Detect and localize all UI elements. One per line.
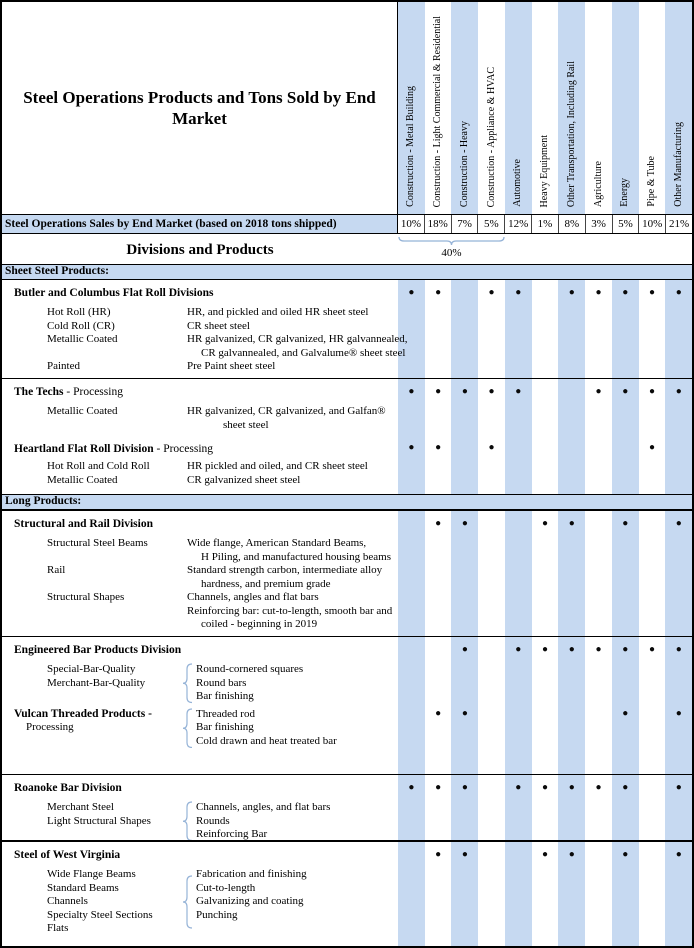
section-bar: Long Products: [2,494,692,510]
division-title [14,849,120,861]
dot-cell: ● [595,644,602,655]
product-name: Metallic Coated [47,405,118,417]
product-desc-line: Bar finishing [196,690,254,702]
product-desc-line: Fabrication and finishing [196,868,307,880]
product-row [2,591,692,632]
product-row [2,333,692,360]
product-name: Cold Roll (CR) [47,319,115,332]
pct-cell: 3% [585,215,612,233]
product-desc [187,306,692,320]
market-column-label: Other Manufacturing [672,122,684,207]
product-block [2,378,692,494]
product-name: Specialty Steel Sections [47,908,153,921]
market-column-label: Construction - Heavy [458,120,470,207]
market-column-label: Heavy Equipment [539,134,551,207]
product-name: Structural Steel Beams [47,537,148,549]
product-name: Structural Shapes [47,591,125,603]
product-block [2,280,692,378]
division-title [14,518,153,530]
product-desc-line: Standard strength carbon, intermediate alloy [187,564,383,576]
division-title-text: Steel of West Virginia [14,849,121,861]
dot-cell: ● [515,386,522,397]
dot-cell: ● [675,782,682,793]
division-title: Heartland Flat Roll Division - Processing [14,443,214,455]
division-title-text: The Techs [14,386,64,398]
division-title-text: Engineered Bar Products Division [14,644,182,656]
dot-cell: ● [675,386,682,397]
dot-cell: ● [568,644,575,655]
division [2,775,692,840]
dot-cell: ● [461,849,468,860]
product-row [2,306,692,320]
product-desc-line: Rounds [196,814,230,827]
dot-cell: ● [595,782,602,793]
product-desc [187,474,692,488]
pct-cell: 7% [451,215,478,233]
dot-cell: ● [515,782,522,793]
dot-cell: ● [408,287,415,298]
market-column [665,2,692,214]
dot-cell: ● [648,287,655,298]
brace-items [196,801,692,840]
pct-cell: 10% [400,218,421,230]
product-desc-line: Channels, angles and flat bars [187,591,319,603]
sales-by-end-market-row [2,214,692,234]
construction-group-pct: 40% [441,247,462,259]
market-column [505,2,532,214]
dot-cell: ● [568,287,575,298]
dot-cell: ● [515,287,522,298]
market-column-label: Construction - Metal Building [405,86,417,207]
dot-row [398,280,692,306]
market-column-label: Other Transportation, Including Rail [565,60,577,207]
brace-holder [180,663,196,704]
product-name: Merchant-Bar-Quality [47,676,146,689]
product-desc [187,320,692,334]
market-column [398,2,425,214]
brace-group [47,801,692,840]
division [2,379,692,432]
division [2,637,692,704]
product-desc-line: Reinforcing Bar [196,828,268,840]
pct-cell: 5% [612,215,639,233]
product-name: Rail [47,564,66,576]
brace-items [196,868,692,936]
division-title: Vulcan Threaded Products - [14,707,152,720]
division-title-text: Structural and Rail Division [14,518,153,530]
product-desc-line: Cold drawn and heat treated bar [196,734,337,747]
product-name: Flats [47,922,69,934]
product-name: Special-Bar-Quality [47,663,136,675]
division-title-line2: Processing [26,721,74,733]
percent-cells [398,215,692,233]
division [2,280,692,374]
product-name: Standard Beams [47,881,119,894]
division-title-row [2,436,692,460]
brace-holder [180,708,196,749]
dot-row [398,707,692,721]
product-row [2,360,692,374]
division [2,511,692,632]
product-desc-line: HR pickled and oiled, and CR sheet steel [187,460,368,472]
brace-group [47,663,692,704]
dot-row [398,436,692,460]
product-row [2,405,692,432]
page-title: Steel Operations Products and Tons Sold by End Market [23,87,376,128]
brace-holder [180,801,196,840]
brace-names [14,708,180,749]
pct-cell: 12% [504,215,531,233]
pct-cell: 10% [638,215,665,233]
dot-cell: ● [488,287,495,298]
dot-cell: ● [542,849,549,860]
product-desc-line: HR, and pickled and oiled HR sheet steel [187,306,369,318]
market-column [478,2,505,214]
dot-cell: ● [622,707,629,719]
division-title-row [2,379,692,405]
division [2,436,692,487]
brace-items [196,663,692,704]
divisions-heading: Divisions and Products [126,242,274,258]
market-column [639,2,666,214]
dot-cell: ● [461,518,468,529]
product-name: Painted [47,360,80,372]
market-column [532,2,559,214]
market-column [612,2,639,214]
brace-icon [180,708,194,749]
product-desc [187,591,692,632]
market-column [425,2,452,214]
dot-cell: ● [461,386,468,397]
market-column-label: Energy [619,178,631,207]
dot-row [398,379,692,405]
product-desc-line: Round-cornered squares [196,663,304,675]
market-column [558,2,585,214]
pct-cell: 1% [531,215,558,233]
division-title [14,644,181,656]
dot-cell: ● [461,707,468,719]
product-desc-line: Punching [196,908,238,921]
product-desc [187,333,692,360]
product-row [2,320,692,334]
dot-cell: ● [461,644,468,655]
product-row [2,564,692,591]
dot-cell: ● [408,386,415,397]
dot-cell: ● [568,849,575,860]
market-column-label: Pipe & Tube [645,156,657,207]
division-title: The Techs - Processing [14,386,123,398]
title-cell [2,2,398,214]
dot-cell: ● [435,287,442,298]
brace-group [47,868,692,936]
pct-cell: 5% [477,215,504,233]
dot-cell: ● [435,442,442,453]
dot-cell: ● [622,644,629,655]
dot-cell: ● [568,518,575,529]
dot-cell: ● [622,386,629,397]
dot-cell: ● [542,518,549,529]
brace-icon [180,663,194,704]
dot-row [398,775,692,801]
division-title-text: Roanoke Bar Division [14,782,122,794]
product-name: Channels [47,895,88,907]
dot-cell: ● [648,442,655,453]
dot-cell: ● [461,782,468,793]
division-title [14,287,213,299]
division [2,842,692,936]
brace-icon [180,801,194,840]
dot-cell: ● [648,386,655,397]
dot-cell: ● [622,782,629,793]
table-header [2,2,692,214]
product-desc-line: Reinforcing bar: cut-to-length, smooth bar and [187,604,393,617]
division-title-text: Heartland Flat Roll Division [14,443,154,455]
construction-group-bracket-icon [398,236,505,246]
brace-names [47,663,180,704]
dot-cell: ● [622,518,629,529]
product-desc-line: Pre Paint sheet steel [187,360,276,372]
dot-cell: ● [595,386,602,397]
dot-cell: ● [542,644,549,655]
product-desc-line: CR sheet steel [187,319,250,332]
section-bar: Sheet Steel Products: [2,264,692,280]
division-title-row [2,280,692,306]
product-desc-line: Round bars [196,676,247,689]
dot-cell: ● [542,782,549,793]
product-desc [187,564,692,591]
dot-cell: ● [435,518,442,529]
dot-cell: ● [568,782,575,793]
pct-cell: 21% [665,215,692,233]
product-desc-line: sheet steel [223,418,269,431]
product-desc-line: Galvanizing and coating [196,895,304,907]
dot-cell: ● [595,287,602,298]
product-desc-line: Bar finishing [196,721,254,733]
division-title-row [2,637,692,663]
product-desc-line: Channels, angles, and flat bars [196,801,331,813]
product-name: Hot Roll (HR) [47,306,111,318]
product-desc-line: coiled - beginning in 2019 [201,618,318,630]
dot-cell: ● [408,782,415,793]
product-desc [187,405,692,432]
market-column [585,2,612,214]
brace-names [47,868,180,936]
dot-cell: ● [622,287,629,298]
product-desc [187,460,692,474]
dot-cell: ● [435,386,442,397]
product-name: Light Structural Shapes [47,814,151,827]
pct-cell: 8% [558,215,585,233]
product-name: Metallic Coated [47,333,118,345]
division-title-row [2,511,692,537]
dot-cell: ● [648,644,655,655]
division-title-row [2,775,692,801]
product-desc-line: CR galvanized sheet steel [187,473,301,486]
dot-cell: ● [675,644,682,655]
dot-cell: ● [622,849,629,860]
division-title-row [2,842,692,868]
end-market-columns [398,2,692,214]
dot-row [398,511,692,537]
product-desc-line: Cut-to-length [196,881,256,894]
brace-names [47,801,180,840]
product-name: Metallic Coated [47,473,118,486]
division-title [14,782,122,794]
product-row [2,537,692,564]
product-row [2,474,692,488]
dot-cell: ● [435,707,442,719]
market-column-label: Construction - Light Commercial & Residential [432,15,444,207]
brace-holder [180,868,196,936]
table-content [2,264,692,946]
dot-row [398,637,692,663]
product-name: Wide Flange Beams [47,868,136,880]
product-desc-line: HR galvanized, CR galvanized, HR galvannealed, [187,333,408,345]
dot-cell: ● [675,707,682,719]
product-desc-line: Wide flange, American Standard Beams, [187,537,367,549]
product-name: Merchant Steel [47,801,114,813]
dot-cell: ● [488,442,495,453]
dot-cell: ● [435,782,442,793]
dot-cell: ● [435,849,442,860]
dot-row [398,842,692,868]
product-desc-line: hardness, and premium grade [201,577,331,590]
product-block [2,774,692,840]
dot-cell: ● [408,442,415,453]
brace-icon [180,875,194,929]
product-block [2,510,692,636]
dot-cell: ● [515,644,522,655]
product-desc-line: CR galvannealed, and Galvalume® sheet steel [201,346,406,359]
division [2,708,692,749]
market-column [451,2,478,214]
dot-cell: ● [488,386,495,397]
product-desc [187,537,692,564]
product-row [2,460,692,474]
product-desc-line: Threaded rod [196,707,255,720]
sales-row-label: Steel Operations Sales by End Market (based on 2018 tons shipped) [2,215,398,233]
dot-cell: ● [675,849,682,860]
market-column-label: Automotive [512,159,524,207]
product-desc [187,360,692,374]
dot-cell: ● [675,518,682,529]
product-block [2,636,692,774]
market-column-label: Construction - Appliance & HVAC [485,66,497,207]
divisions-heading-row [2,234,692,264]
division-title-text: Butler and Columbus Flat Roll Divisions [14,287,214,299]
pct-cell: 18% [424,215,451,233]
product-desc-line: HR galvanized, CR galvanized, and Galfan® [187,405,386,417]
product-desc-line: H Piling, and manufactured housing beams [201,550,392,563]
market-column-label: Agriculture [592,160,604,207]
dot-cell: ● [675,287,682,298]
product-name: Hot Roll and Cold Roll [47,460,150,472]
product-block [2,840,692,946]
